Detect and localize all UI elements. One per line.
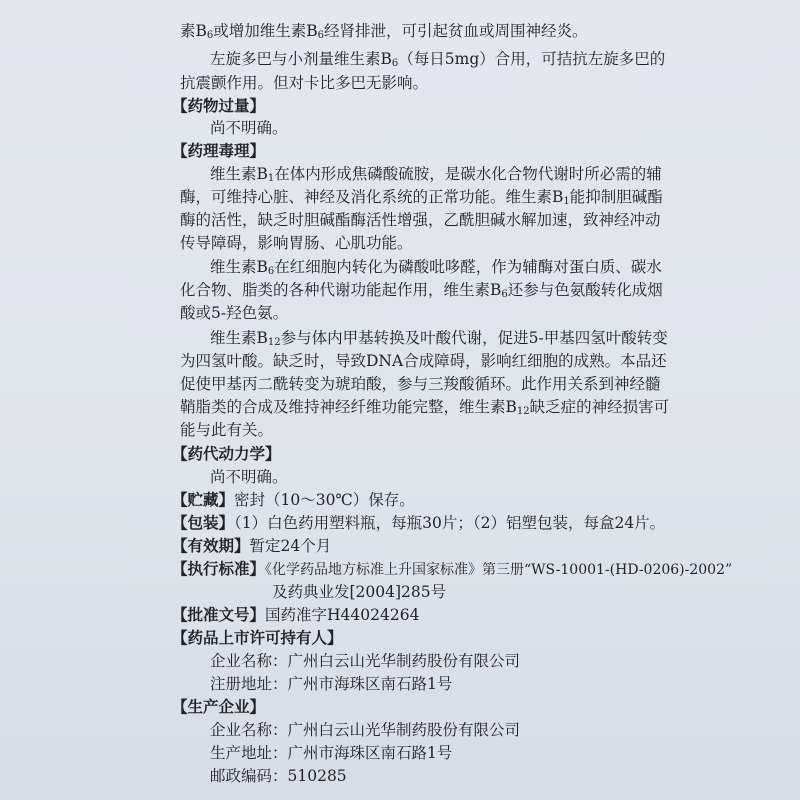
text-line: 及药典业发[2004]285号 (272, 583, 447, 601)
text-line: 维生素$B_{12}$参与体内甲基转换及叶酸代谢，促进5-甲基四氢叶酸转变 (210, 329, 668, 348)
text-line: 为四氢叶酸。缺乏时，导致DNA合成障碍，影响红细胞的成熟。本品还 (180, 352, 667, 370)
text-line: 维生素$B_6$在红细胞内转化为磷酸吡哆醛，作为辅酶对蛋白质、碳水 (210, 258, 662, 277)
section-heading-toxicology: 【药理毒理】 (172, 142, 266, 160)
text-line: 化合物、脂类的各种代谢功能起作用，维生素$B_6$还参与色氨酸转化成烟 (180, 281, 663, 300)
text-line: 抗震颤作用。但对卡比多巴无影响。 (180, 74, 429, 92)
section-heading-overdose: 【药物过量】 (172, 97, 266, 115)
section-heading-holder: 【药品上市许可持有人】 (172, 629, 343, 647)
text-line: 尚不明确。 (210, 468, 288, 486)
storage-row: 【贮藏】密封（10～30℃）保存。 (172, 491, 415, 509)
text-line: 酶的活性，缺乏时胆碱酯酶活性增强，乙酰胆碱水解加速，致神经冲动 (180, 211, 661, 229)
text-line: 酸或5-羟色氨。 (180, 304, 289, 322)
text-line: 传导障碍，影响胃肠、心肌功能。 (180, 234, 413, 252)
text-line: 企业名称：广州白云山光华制药股份有限公司 (210, 652, 521, 670)
text-line: 酶，可维持心脏、神经及消化系统的正常功能。维生素$B_1$能抑制胆碱酯 (180, 188, 663, 207)
section-heading-pharmacokinetics: 【药代动力学】 (172, 445, 281, 463)
validity-row: 【有效期】暂定24个月 (172, 537, 332, 555)
text-line: 生产地址：广州市海珠区南石路1号 (210, 744, 453, 762)
text-line: 维生素$B_1$在体内形成焦磷酸硫胺，是碳水化合物代谢时所必需的辅 (210, 165, 662, 184)
text-line: 促使甲基丙二酰转变为琥珀酸，参与三羧酸循环。此作用关系到神经髓 (180, 375, 661, 393)
section-heading-manufacturer: 【生产企业】 (172, 698, 266, 716)
text-line: 左旋多巴与小剂量维生素$B_6$（每日5mg）合用，可拮抗左旋多巴的 (210, 50, 666, 69)
package-row: 【包装】（1）白色药用塑料瓶，每瓶30片；（2）铝塑包装，每盒24片。 (172, 514, 666, 532)
text-line: 能与此有关。 (180, 421, 274, 439)
text-line: 注册地址：广州市海珠区南石路1号 (210, 675, 453, 693)
text-line: 素$B_6$或增加维生素$B_6$经肾排泄，可引起贫血或周围神经炎。 (180, 22, 588, 41)
text-line: 邮政编码：510285 (210, 767, 347, 785)
text-line: 企业名称：广州白云山光华制药股份有限公司 (210, 721, 521, 739)
approval-row: 【批准文号】国药准字H44024264 (172, 606, 420, 624)
text-line: 尚不明确。 (210, 119, 288, 137)
text-line: 鞘脂类的合成及维持神经纤维功能完整，维生素$B_{12}$缺乏症的神经损害可 (180, 398, 670, 417)
standard-row: 【执行标准】《化学药品地方标准上升国家标准》第三册“WS-10001-(HD-0206)-2002” (172, 560, 733, 578)
